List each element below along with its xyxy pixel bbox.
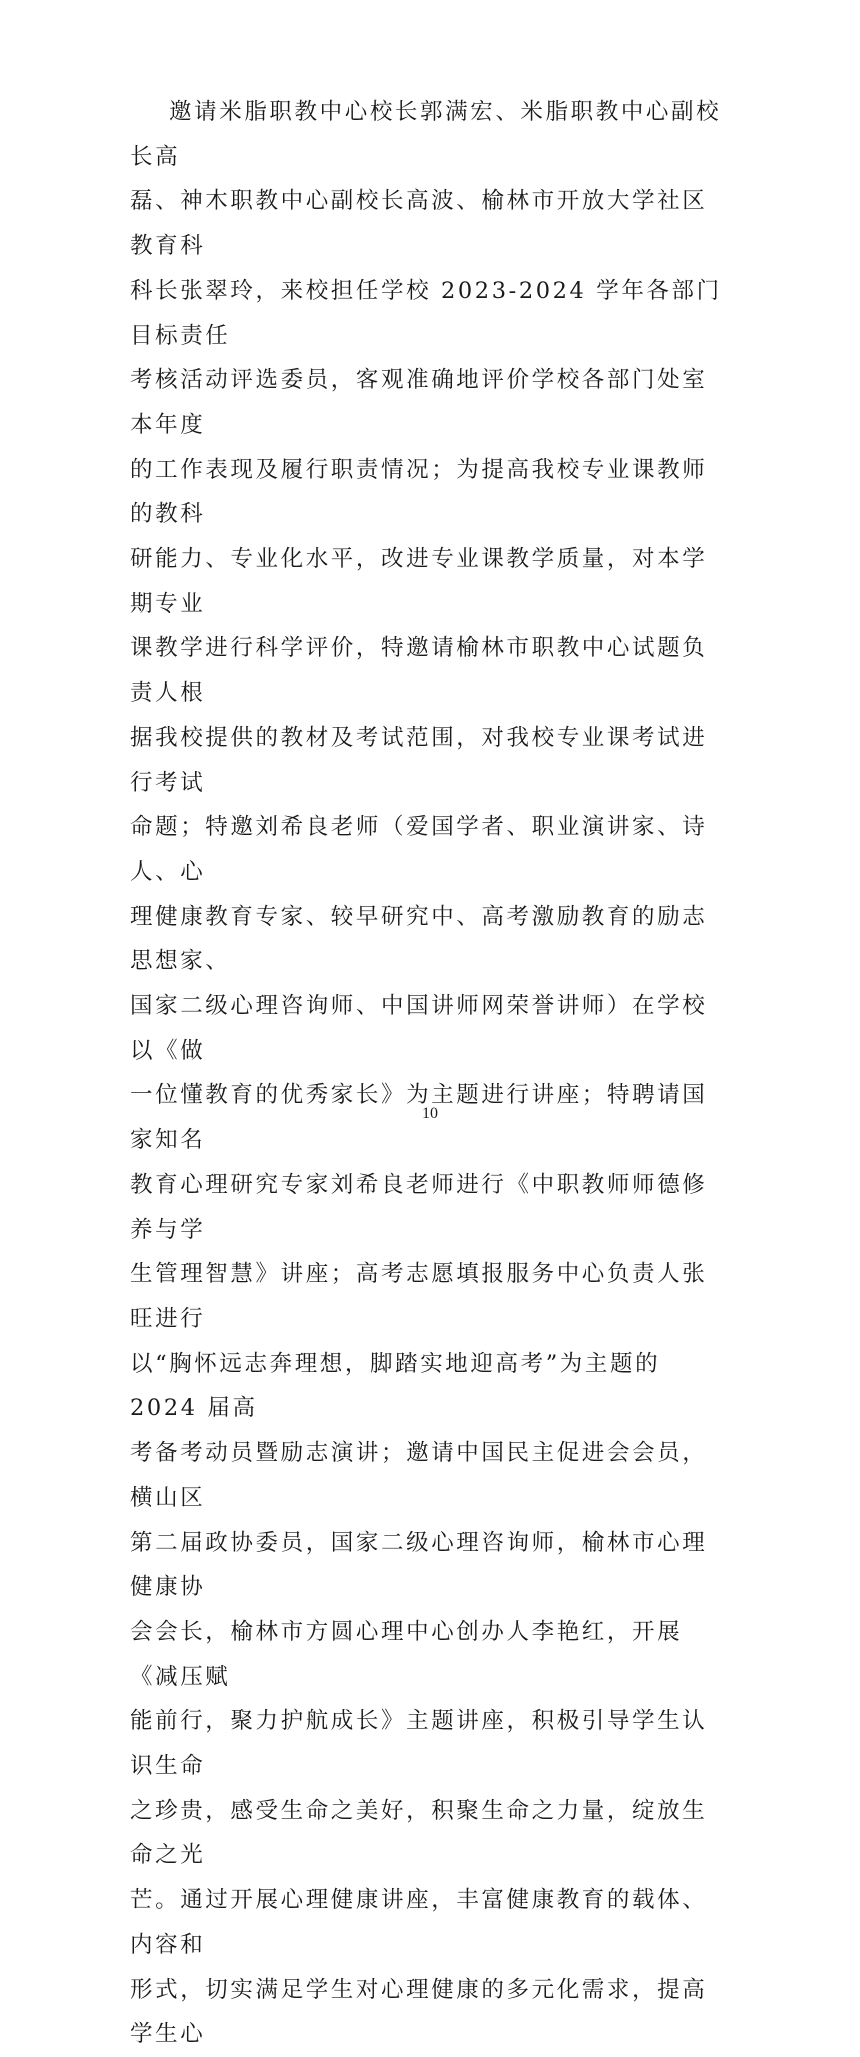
text-line: 国家二级心理咨询师、中国讲师网荣誉讲师）在学校以《做	[130, 993, 708, 1064]
body-paragraph	[130, 90, 730, 2057]
text-line: 磊、神木职教中心副校长高波、榆林市开放大学社区教育科	[130, 188, 708, 260]
text-line: 会会长，榆林市方圆心理中心创办人李艳红，开展《减压赋	[130, 1618, 683, 1690]
text-line: 生管理智慧》讲座；高考志愿填报服务中心负责人张旺进行	[130, 1261, 708, 1332]
text-line: 邀请米脂职教中心校长郭满宏、米脂职教中心副校长高	[130, 99, 722, 170]
text-line: 形式，切实满足学生对心理健康的多元化需求，提高学生心	[130, 1976, 708, 2048]
text-line: 的工作表现及履行职责情况；为提高我校专业课教师的教科	[130, 456, 708, 528]
text-line: 据我校提供的教材及考试范围，对我校专业课考试进行考试	[130, 724, 708, 796]
text-line: 之珍贵，感受生命之美好，积聚生命之力量，绽放生命之光	[130, 1797, 708, 1869]
text-line: 第二届政协委员，国家二级心理咨询师，榆林市心理健康协	[130, 1529, 708, 1601]
page-number: 10	[422, 1105, 438, 1122]
text-line: 能前行，聚力护航成长》主题讲座，积极引导学生认识生命	[130, 1708, 708, 1780]
text-line: 一位懂教育的优秀家长》为主题进行讲座；特聘请国家知名	[130, 1082, 708, 1154]
text-line: 课教学进行科学评价，特邀请榆林市职教中心试题负责人根	[130, 635, 708, 707]
text-line: 理健康教育专家、较早研究中、高考激励教育的励志思想家、	[130, 903, 708, 975]
text-line: 芒。通过开展心理健康讲座，丰富健康教育的载体、内容和	[130, 1887, 708, 1958]
text-line: 命题；特邀刘希良老师（爱国学者、职业演讲家、诗人、心	[130, 814, 708, 885]
text-line: 以“胸怀远志奔理想，脚踏实地迎高考”为主题的 2024 届高	[130, 1350, 670, 1422]
text-line: 考核活动评选委员，客观准确地评价学校各部门处室本年度	[130, 367, 708, 438]
text-line: 研能力、专业化水平，改进专业课教学质量，对本学期专业	[130, 546, 708, 617]
text-line: 考备考动员暨励志演讲；邀请中国民主促进会会员，横山区	[130, 1440, 708, 1511]
text-line: 科长张翠玲，来校担任学校 2023-2024 学年各部门目标责任	[130, 277, 722, 349]
text-line: 教育心理研究专家刘希良老师进行《中职教师师德修养与学	[130, 1171, 708, 1243]
